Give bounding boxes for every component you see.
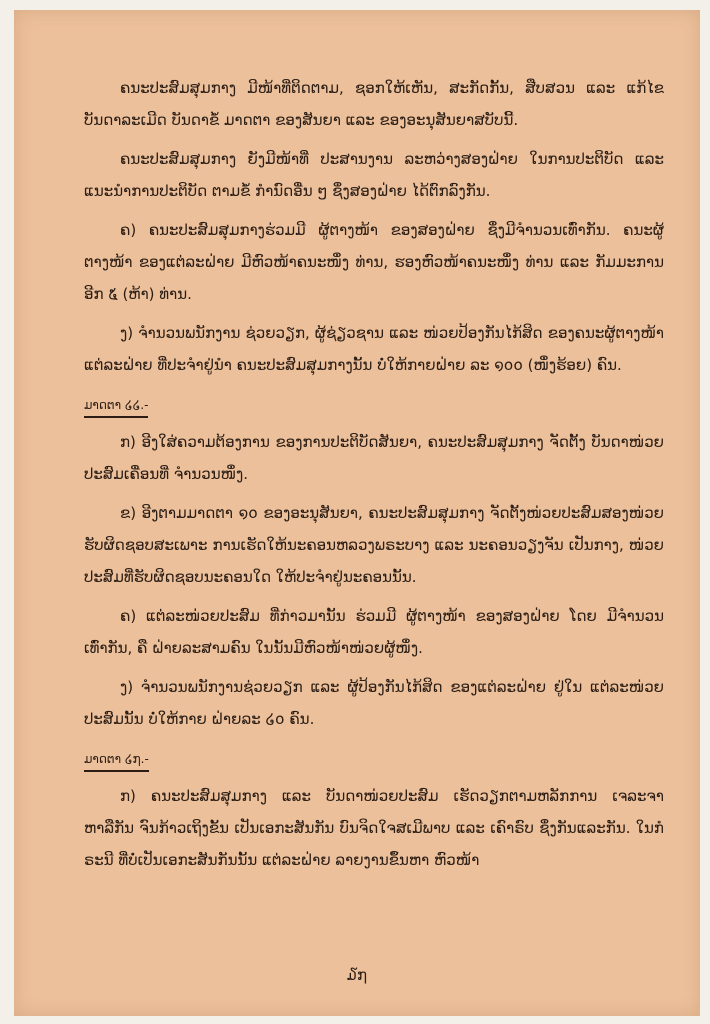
paragraph: ງ) ຈຳນວນພນັກງານ ຊ່ວຍວຽກ, ຜູ້ຊ່ຽວຊານ ແລະ ໜ່ວຍປ້ອງກັນໄກ້ສິດ ຂອງຄນະຜູ້ຕາງໜ້າ ແຕ່ລະຝ່າຍ ທີ່ປະຈຳຢູ່ນຳ ຄນະປະສົມສຸມກາງນັ້ນ ບໍ່ໃຫ້ກາຍຝ່າຍ ລະ ໑໐໐ (ໜຶ່ງຮ້ອຍ) ຄົນ. bbox=[84, 324, 664, 374]
paragraph: ຄ) ຄນະປະສົມສຸມກາງຮ່ວມມີ ຜູ້ຕາງໜ້າ ຂອງສອງຝ່າຍ ຊຶ່ງມີຈຳນວນເທົ່າກັນ. ຄນະຜູ້ຕາງໜ້າ ຂອງແຕ່ລະຝ່າຍ ມີຫົວໜ້າຄນະໜຶ່ງ ທ່ານ, ຮອງຫົວໜ້າຄນະໜຶ່ງ ທ່ານ ແລະ ກັມມະການອີກ ໕ (ຫ້າ) ທ່ານ. bbox=[84, 221, 664, 303]
page-number: ໓໗ bbox=[346, 966, 368, 984]
article-heading: ມາດຕາ ໒໗.- bbox=[84, 746, 149, 772]
paragraph: ກ) ອີງໃສ່ຄວາມຕ້ອງການ ຂອງການປະຕິບັດສັນຍາ, ຄນະປະສົມສຸມກາງ ຈັດຕັ້ງ ບັນດາໜ່ວຍປະສົມເຄື່ອນທີ່ ຈຳນວນໜຶ່ງ. bbox=[84, 433, 664, 483]
paragraph: ຄນະປະສົມສຸມກາງ ມີໜ້າທີ່ຕິດຕາມ, ຊອກໃຫ້ເຫັນ, ສະກັດກັ້ນ, ສືບສວນ ແລະ ແກ້ໄຂ ບັນດາລະເມີດ ບັນດາຂໍ້ ມາດຕາ ຂອງສັນຍາ ແລະ ຂອງອະນຸສັນຍາສບັບນີ້. bbox=[84, 79, 664, 129]
paragraph: ຄ) ແຕ່ລະໜ່ວຍປະສົມ ທີ່ກ່າວມານັ້ນ ຮ່ວມມີ ຜູ້ຕາງໜ້າ ຂອງສອງຝ່າຍ ໂດຍ ມີຈຳນວນເທົ່າກັນ, ຄື ຝ່າຍລະສາມຄົນ ໃນນັ້ນມີຫົວໜ້າໜ່ວຍຜູ້ໜຶ່ງ. bbox=[84, 607, 664, 657]
paragraph: ຄນະປະສົມສຸມກາງ ຍັງມີໜ້າທີ່ ປະສານງານ ລະຫວ່າງສອງຝ່າຍ ໃນການປະຕິບັດ ແລະ ແນະນຳການປະຕິບັດ ຕາມຂໍ້ ກຳນົດອື່ນ ໆ ຊຶ່ງສອງຝ່າຍ ໄດ້ຕົກລົງກັນ. bbox=[84, 150, 664, 200]
paragraph: ກ) ຄນະປະສົມສຸມກາງ ແລະ ບັນດາໜ່ວຍປະສົມ ເຮັດວຽກຕາມຫລັກການ ເຈລະຈາ ຫາລືກັນ ຈົນກ້າວເຖິງຂັ້ນ ເປັນເອກະສັນກັນ ບົນຈິດໃຈສເມີພາບ ແລະ ເຄົາຣົບ ຊຶ່ງກັນແລະກັນ. ໃນກໍຣະນີ ທີ່ບໍ່ເປັນເອກະສັນກັນນັ້ນ ແຕ່ລະຝ່າຍ ລາຍງານຂຶ້ນຫາ ຫົວໜ້າ bbox=[84, 787, 664, 869]
paragraph: ຂ) ອີງຕາມມາດຕາ ໑໐ ຂອງອະນຸສັນຍາ, ຄນະປະສົມສຸມກາງ ຈັດຕັ້ງໜ່ວຍປະສົມສອງໜ່ວຍ ຮັບຜິດຊອບສະເພາະ ການເຮັດໃຫ້ນະຄອນຫລວງພຣະບາງ ແລະ ນະຄອນວຽງຈັນ ເປັນກາງ, ໜ່ວຍປະສົມທີ່ຮັບຜິດຊອບນະຄອນໃດ ໃຫ້ປະຈຳຢູ່ນະຄອນນັ້ນ. bbox=[84, 504, 664, 586]
article-heading: ມາດຕາ ໒໒.- bbox=[84, 392, 148, 418]
document-body bbox=[84, 72, 664, 883]
paragraph: ງ) ຈຳນວນພນັກງານຊ່ວຍວຽກ ແລະ ຜູ້ປ້ອງກັນໄກ້ສິດ ຂອງແຕ່ລະຝ່າຍ ຢູ່ໃນ ແຕ່ລະໜ່ວຍປະສົມນັ້ນ ບໍ່ໃຫ້ກາຍ ຝ່າຍລະ ໒໐ ຄົນ. bbox=[84, 678, 664, 728]
document-page bbox=[14, 10, 700, 1016]
